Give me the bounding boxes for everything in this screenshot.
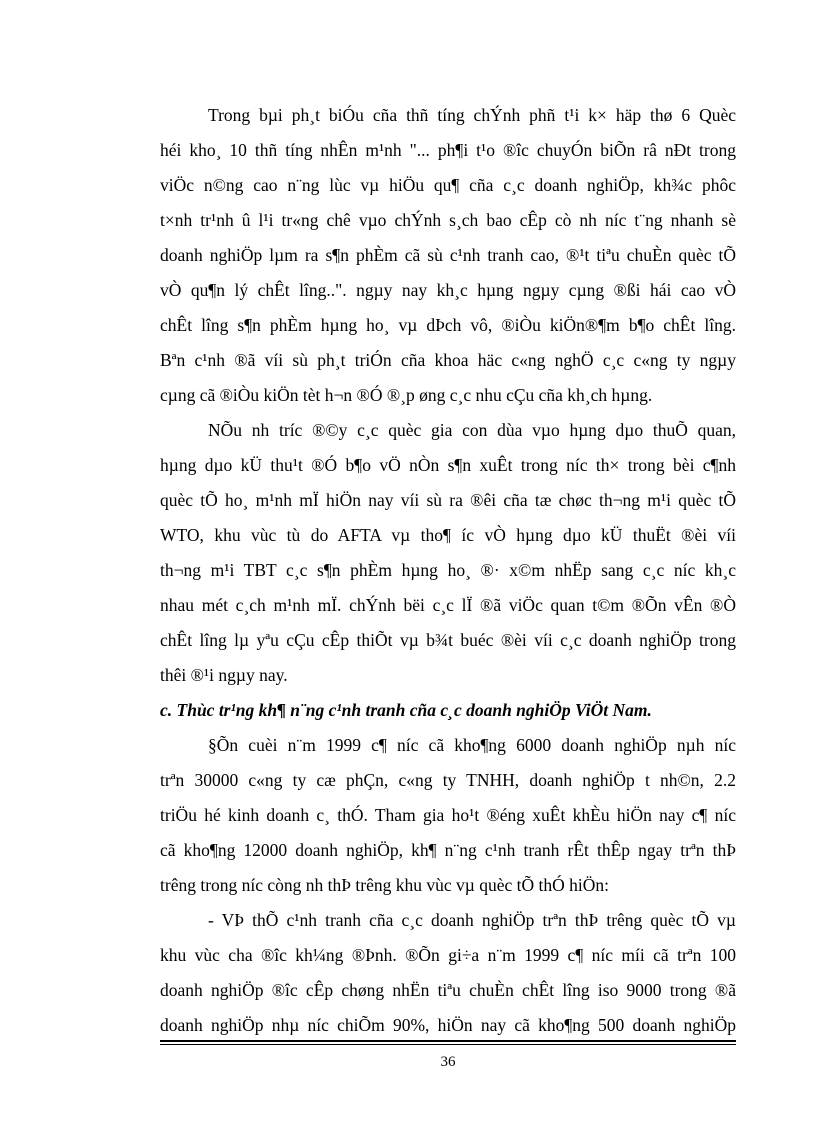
paragraph-line: doanh nghiÖp nhµ níc chiÕm 90%, hiÖn nay cã kho¶ng 500 doanh nghiÖp — [160, 1015, 736, 1035]
paragraph-line: th¬ng m¹i TBT c¸c s¶n phÈm hµng ho¸ ®· x©m nhËp sang c¸c níc kh¸c — [160, 560, 736, 580]
paragraph-line: WTO, khu vùc tù do AFTA vµ tho¶ íc vÒ hµng dµo kÜ thuËt ®èi víi — [160, 525, 736, 545]
paragraph-line: cã kho¶ng 12000 doanh nghiÖp, kh¶ n¨ng c¹nh tranh rÊt thÊp ngay trªn thÞ — [160, 840, 736, 860]
paragraph-line: Trong bµi ph¸t biÓu cña thñ tíng chÝnh phñ t¹i k× häp thø 6 Quèc — [208, 105, 736, 125]
paragraph-line: héi kho¸ 10 thñ tíng nhÊn m¹nh "... ph¶i t¹o ®îc chuyÓn biÕn râ nÐt trong — [160, 140, 736, 160]
section-heading: c. Thùc tr¹ng kh¶ n¨ng c¹nh tranh cña c¸c doanh nghiÖp ViÖt Nam. — [160, 700, 652, 720]
paragraph-line: vÒ qu¶n lý chÊt lîng..". ngµy nay kh¸c hµng ngµy cµng ®ßi hái cao vÒ — [160, 280, 736, 300]
paragraph-line: hµng dµo kÜ thu¹t ®Ó b¶o vÖ nÒn s¶n xuÊt trong níc th× trong bèi c¶nh — [160, 455, 736, 475]
paragraph-line: Bªn c¹nh ®ã víi sù ph¸t triÓn cña khoa häc c«ng nghÖ c¸c c«ng ty ngµy — [160, 350, 736, 370]
paragraph-line: khu vùc cha ®îc kh¼ng ®Þnh. ®Õn gi÷a n¨m 1999 c¶ níc míi cã trªn 100 — [160, 945, 736, 965]
paragraph-line: t×nh tr¹nh û l¹i tr«ng chê vµo chÝnh s¸ch bao cÊp cò nh níc t¨ng nhanh sè — [160, 210, 736, 230]
paragraph-line: §Õn cuèi n¨m 1999 c¶ níc cã kho¶ng 6000 doanh nghiÖp nµh níc — [208, 735, 736, 755]
paragraph-line: trêng trong níc còng nh thÞ trêng khu vùc vµ quèc tÕ thÓ hiÖn: — [160, 875, 609, 895]
paragraph-line: nhau mét c¸ch m¹nh mÏ. chÝnh bëi c¸c lÏ ®ã viÖc quan t©m ®Õn vÊn ®Ò — [160, 595, 736, 615]
document-body — [160, 98, 736, 1043]
paragraph-line: thêi ®¹i ngµy nay. — [160, 665, 288, 685]
paragraph-line: cµng cã ®iÒu kiÖn tèt h¬n ®Ó ®¸p øng c¸c nhu cÇu cña kh¸ch hµng. — [160, 385, 653, 405]
paragraph-line: trªn 30000 c«ng ty cæ phÇn, c«ng ty TNHH, doanh nghiÖp t nh©n, 2.2 — [160, 770, 736, 790]
paragraph-line: viÖc n©ng cao n¨ng lùc vµ hiÖu qu¶ cña c¸c doanh nghiÖp, kh¾c phôc — [160, 175, 736, 195]
paragraph-line: doanh nghiÖp lµm ra s¶n phÈm cã sù c¹nh tranh cao, ®¹t tiªu chuÈn quèc tÕ — [160, 245, 736, 265]
paragraph-line: NÕu nh tríc ®©y c¸c quèc gia con dùa vµo hµng dµo thuÕ quan, — [208, 420, 736, 440]
paragraph-line: chÊt lîng s¶n phÈm hµng ho¸ vµ dÞch vô, ®iÒu kiÖn®¶m b¶o chÊt lîng. — [160, 315, 736, 335]
paragraph-line: - VÞ thÕ c¹nh tranh cña c¸c doanh nghiÖp trªn thÞ trêng quèc tÕ vµ — [208, 910, 736, 930]
page-number: 36 — [440, 1054, 456, 1070]
paragraph-line: doanh nghiÖp ®îc cÊp chøng nhËn tiªu chuÈn chÊt lîng iso 9000 trong ®ã — [160, 980, 736, 1000]
footer-divider — [160, 1040, 736, 1045]
paragraph-line: quèc tÕ ho¸ m¹nh mÏ hiÖn nay víi sù ra ®êi cña tæ chøc th¬ng m¹i quèc tÕ — [160, 490, 736, 510]
paragraph-line: chÊt lîng lµ yªu cÇu cÊp thiÕt vµ b¾t buéc ®èi víi c¸c doanh nghiÖp trong — [160, 630, 736, 650]
paragraph-line: triÖu hé kinh doanh c¸ thÓ. Tham gia ho¹t ®éng xuÊt khÈu hiÖn nay c¶ níc — [160, 805, 736, 825]
